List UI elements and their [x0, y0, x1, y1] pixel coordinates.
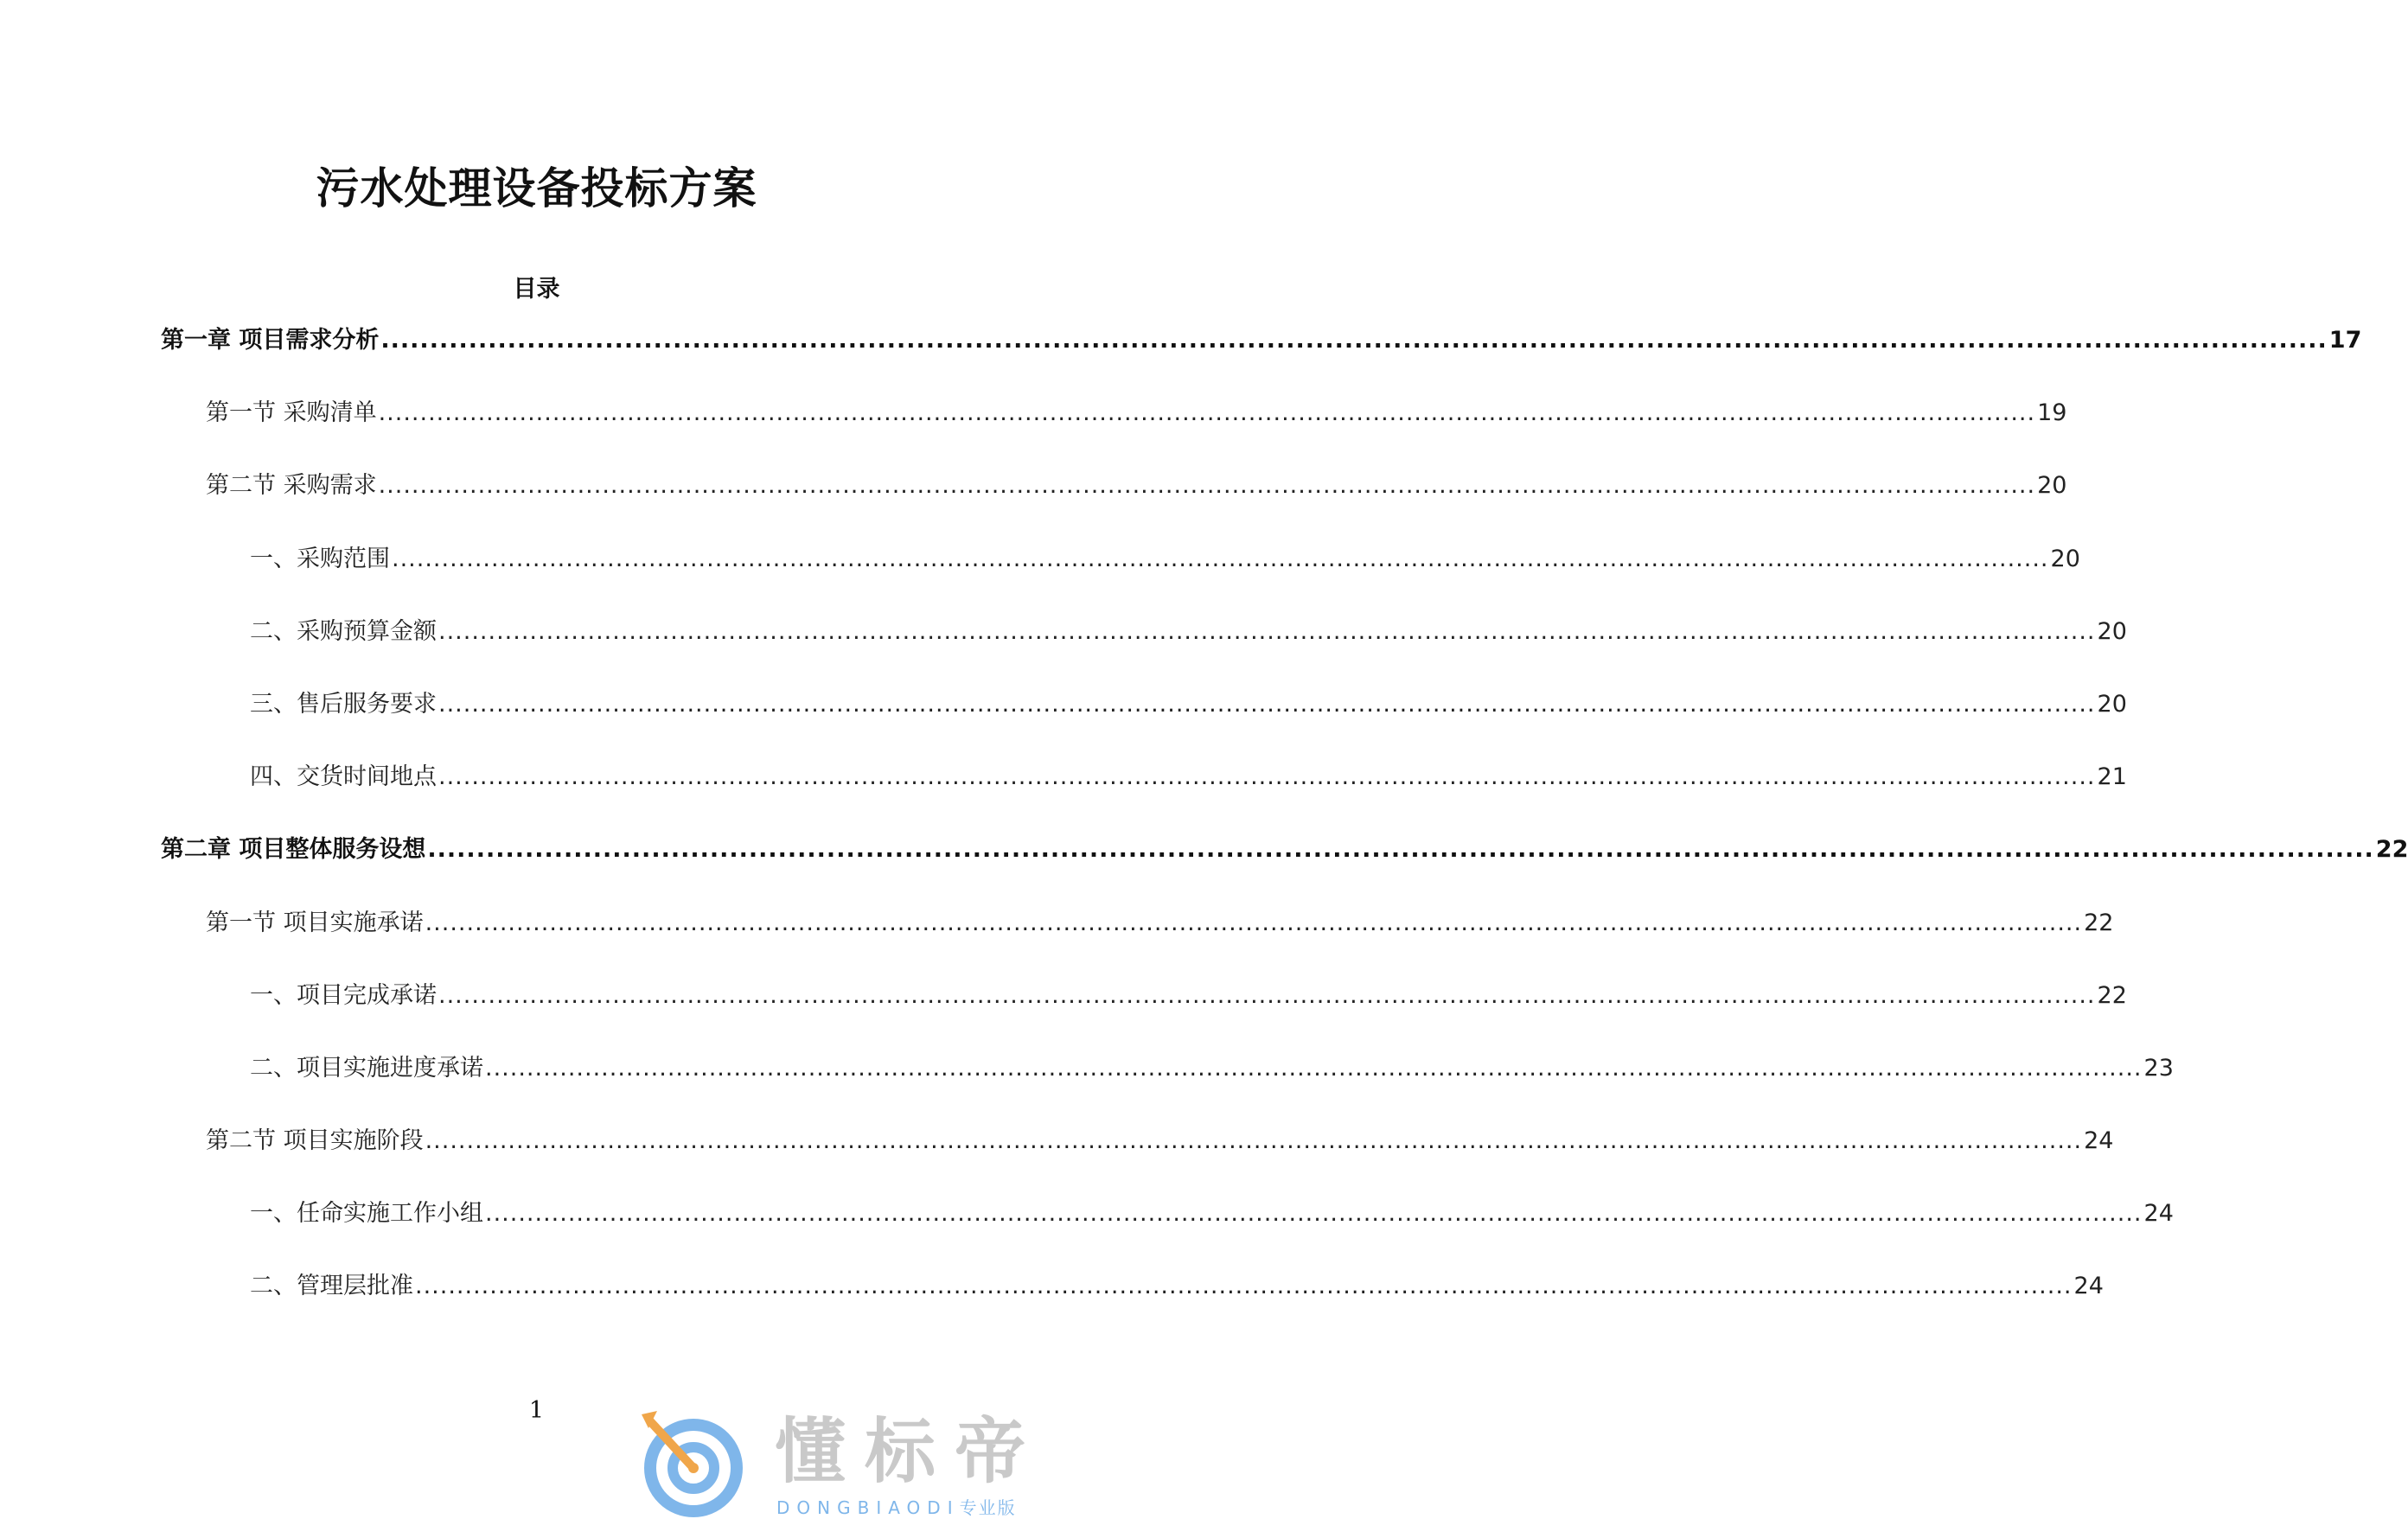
toc-dot-leader: ........................................................................................................................................................................................................ [425, 1127, 2083, 1155]
toc-entry-label: 一、采购范围 [250, 545, 390, 572]
toc-dot-leader: ........................................................................................................................................................................................................ [485, 1054, 2143, 1082]
toc-entry-page: 19 [2037, 399, 2067, 427]
watermark-pinyin: DONGBIAODI [776, 1497, 960, 1518]
toc-dot-leader: ........................................................................................................................................................................................................ [380, 327, 2328, 354]
toc-dot-leader: ........................................................................................................................................................................................................ [378, 399, 2036, 427]
toc-entry-page: 20 [2097, 690, 2127, 718]
toc-entry-page: 23 [2143, 1054, 2174, 1082]
toc-entry-label: 第二章 项目整体服务设想 [161, 836, 426, 864]
toc-dot-leader: ........................................................................................................................................................................................................ [415, 1273, 2073, 1300]
toc-heading: 目录 [513, 276, 560, 303]
toc-entry[interactable] [161, 907, 2114, 980]
toc-entry[interactable] [161, 688, 2127, 761]
toc-entry-label: 第二节 项目实施阶段 [206, 1127, 424, 1155]
toc-entry-label: 第一节 项目实施承诺 [206, 909, 424, 936]
toc-entry[interactable] [161, 1270, 2104, 1343]
toc-entry[interactable] [161, 469, 2067, 542]
page-number: 1 [528, 1397, 545, 1424]
toc-entry-label: 二、项目实施进度承诺 [250, 1054, 483, 1082]
toc-entry-page: 24 [2073, 1273, 2104, 1300]
toc-entry[interactable] [161, 616, 2127, 688]
toc-entry-label: 第一节 采购清单 [206, 399, 377, 427]
toc-dot-leader: ........................................................................................................................................................................................................ [438, 763, 2096, 791]
toc-entry-page: 20 [2037, 472, 2067, 500]
toc-entry-label: 四、交货时间地点 [250, 763, 437, 791]
toc-entry[interactable] [161, 1125, 2114, 1197]
toc-entry-page: 24 [2084, 1127, 2114, 1155]
table-of-contents [161, 324, 2408, 1343]
toc-dot-leader: ........................................................................................................................................................................................................ [427, 836, 2374, 864]
toc-entry[interactable] [161, 833, 2408, 906]
toc-dot-leader: ........................................................................................................................................................................................................ [438, 617, 2096, 645]
toc-dot-leader: ........................................................................................................................................................................................................ [392, 545, 2049, 572]
toc-entry-label: 二、管理层批准 [250, 1273, 413, 1300]
toc-entry[interactable] [161, 980, 2127, 1052]
toc-dot-leader: ........................................................................................................................................................................................................ [378, 472, 2036, 500]
toc-entry-page: 20 [2097, 617, 2127, 645]
toc-entry-label: 一、任命实施工作小组 [250, 1200, 483, 1228]
toc-entry-page: 22 [2084, 909, 2114, 936]
toc-entry[interactable] [161, 1052, 2174, 1125]
toc-entry-label: 第二节 采购需求 [206, 472, 377, 500]
toc-dot-leader: ........................................................................................................................................................................................................ [425, 909, 2083, 936]
watermark [640, 1407, 1073, 1516]
toc-entry-page: 17 [2328, 327, 2362, 354]
toc-dot-leader: ........................................................................................................................................................................................................ [485, 1200, 2143, 1228]
toc-entry-page: 21 [2097, 763, 2127, 791]
toc-dot-leader: ........................................................................................................................................................................................................ [438, 690, 2096, 718]
page-title: 污水处理设备投标方案 [316, 163, 757, 214]
toc-entry-label: 二、采购预算金额 [250, 617, 437, 645]
toc-entry-page: 22 [2097, 981, 2127, 1009]
toc-dot-leader: ........................................................................................................................................................................................................ [438, 981, 2096, 1009]
toc-entry[interactable] [161, 543, 2080, 616]
toc-entry-label: 三、售后服务要求 [250, 690, 437, 718]
watermark-brand: 懂标帝 [775, 1411, 1045, 1493]
watermark-edition: 专业版 [959, 1497, 1017, 1518]
toc-entry[interactable] [161, 1197, 2174, 1270]
target-arrow-icon [640, 1407, 752, 1516]
toc-entry-page: 22 [2375, 836, 2408, 864]
toc-entry[interactable] [161, 761, 2127, 833]
toc-entry-page: 24 [2143, 1200, 2174, 1228]
toc-entry[interactable] [161, 397, 2067, 469]
toc-entry-label: 第一章 项目需求分析 [161, 327, 380, 354]
toc-entry-page: 20 [2050, 545, 2080, 572]
watermark-subtitle [776, 1494, 1017, 1519]
toc-entry-label: 一、项目完成承诺 [250, 981, 437, 1009]
toc-entry[interactable] [161, 324, 2362, 397]
